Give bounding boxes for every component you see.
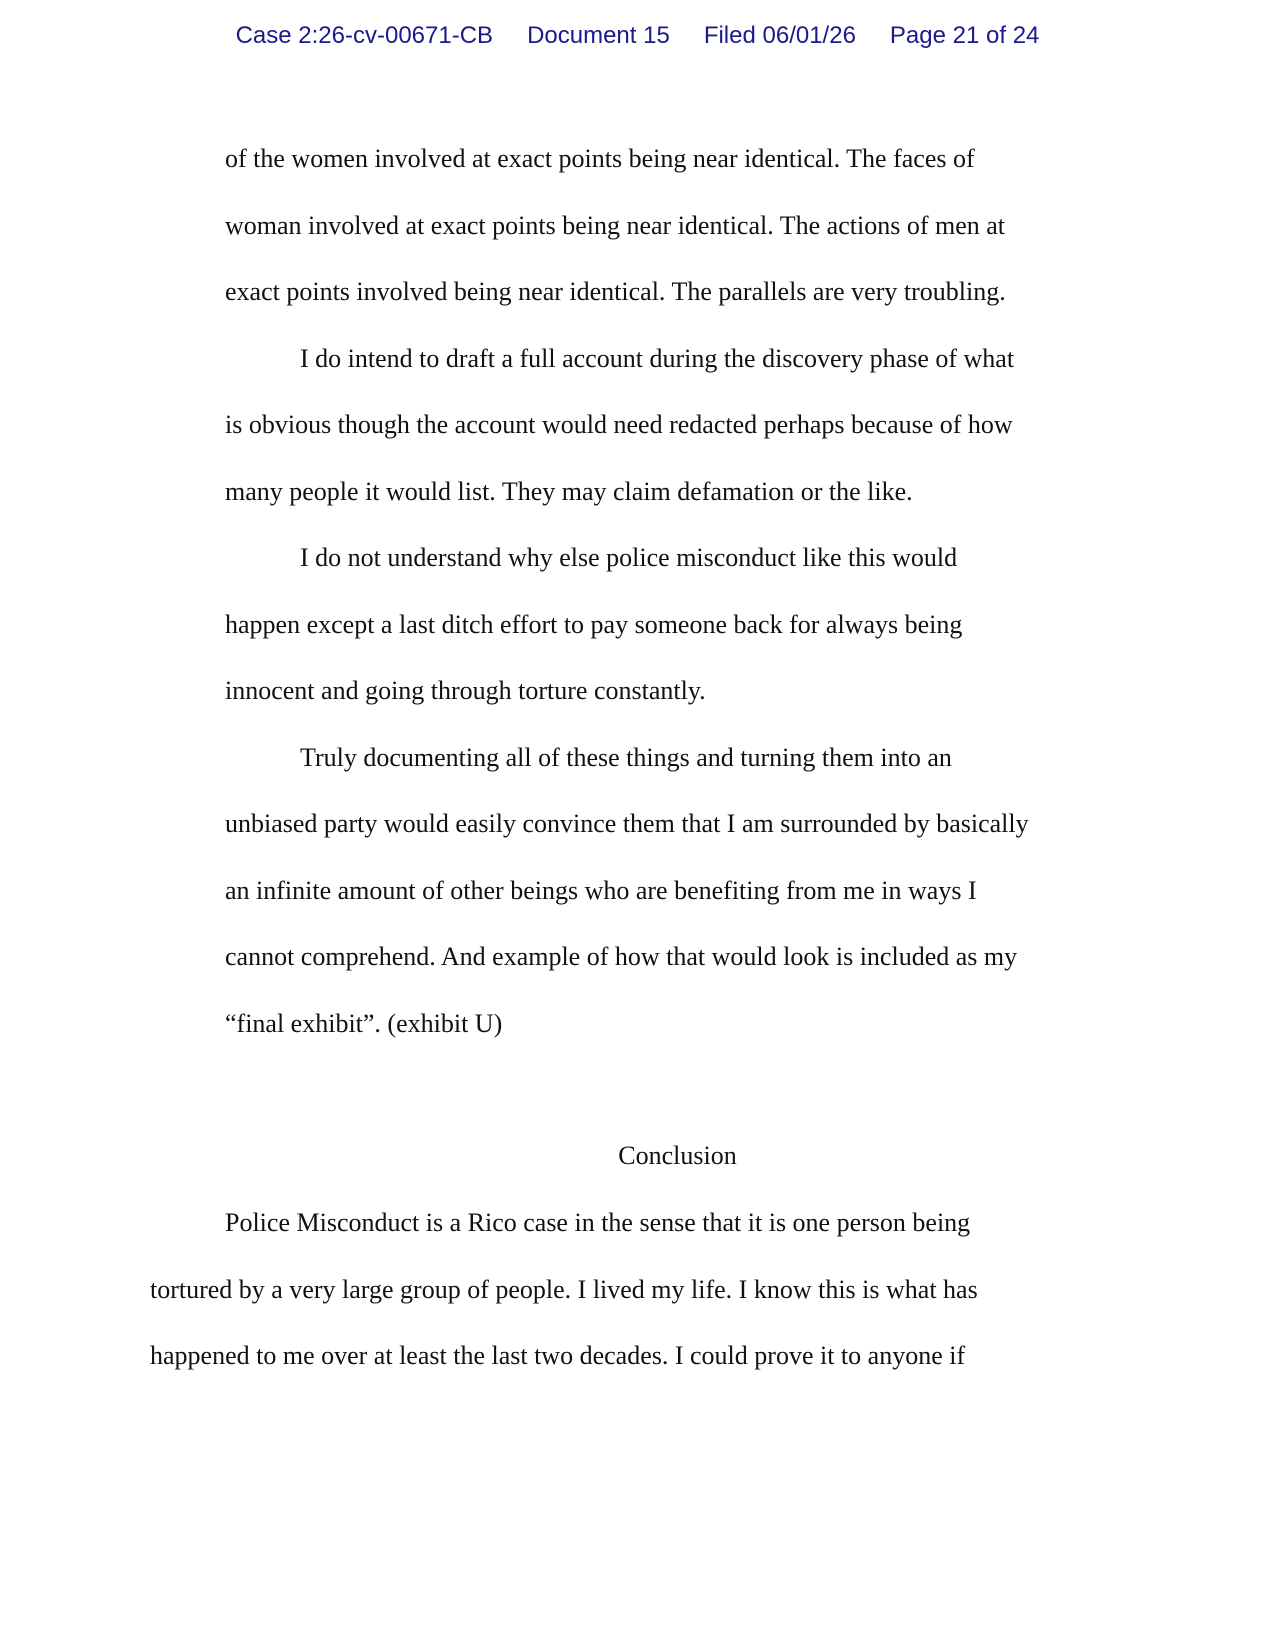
body-line: is obvious though the account would need redacted perhaps because of how	[225, 410, 1013, 439]
body-line: happened to me over at least the last two decades. I could prove it to anyone if	[150, 1341, 966, 1370]
body-line: Police Misconduct is a Rico case in the sense that it is one person being	[225, 1208, 971, 1237]
page-number: Page 21 of 24	[889, 22, 1040, 49]
body-line: innocent and going through torture constantly.	[225, 676, 706, 705]
body-line: of the women involved at exact points being near identical. The faces of	[225, 144, 975, 173]
filed-date: Filed 06/01/26	[703, 22, 856, 49]
body-line: Truly documenting all of these things and turning them into an	[300, 743, 952, 772]
body-line: unbiased party would easily convince them that I am surrounded by basically	[225, 809, 1029, 838]
body-line: an infinite amount of other beings who are benefiting from me in ways I	[225, 876, 977, 905]
body-line: cannot comprehend. And example of how that would look is included as my	[225, 942, 1018, 971]
body-line: I do not understand why else police misconduct like this would	[300, 543, 958, 572]
section-heading-conclusion: Conclusion	[618, 1141, 737, 1170]
body-line: happen except a last ditch effort to pay someone back for always being	[225, 610, 963, 639]
body-line: exact points involved being near identical. The parallels are very troubling.	[225, 277, 1006, 306]
body-line: tortured by a very large group of people. I lived my life. I know this is what has	[150, 1275, 978, 1304]
document-number: Document 15	[527, 22, 670, 49]
body-line: I do intend to draft a full account during the discovery phase of what	[300, 344, 1015, 373]
case-number: Case 2:26-cv-00671-CB	[235, 22, 494, 49]
case-header-stamp	[0, 22, 1275, 50]
body-line: “final exhibit”. (exhibit U)	[225, 1009, 503, 1038]
body-line: many people it would list. They may claim defamation or the like.	[225, 477, 913, 506]
body-line: woman involved at exact points being near identical. The actions of men at	[225, 211, 1005, 240]
